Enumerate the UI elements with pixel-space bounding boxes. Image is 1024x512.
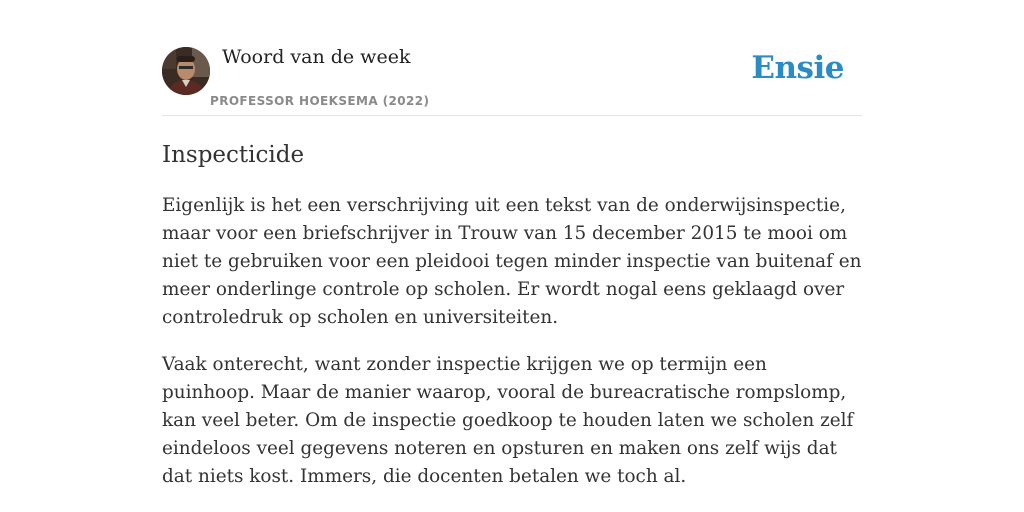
series-title[interactable]: Woord van de week [222, 46, 411, 68]
article-header [162, 0, 862, 116]
paragraph: Vaak onterecht, want zonder inspectie krijgen we op termijn een puinhoop. Maar de manier waarop, vooral de bureacratische rompslomp, kan veel beter. Om de inspectie goedkoop te houden laten we scholen zelf eindeloos veel gegevens noteren en opsturen en maken ons zelf wijs dat dat niets kost. Immers, die docenten betalen we toch al. [162, 354, 854, 487]
entry-body [162, 192, 862, 491]
entry-title: Inspecticide [162, 142, 305, 168]
article-card [162, 0, 862, 491]
avatar-photo [162, 47, 210, 95]
paragraph: Eigenlijk is het een verschrijving uit een tekst van de onderwijsinspectie, maar voor een briefschrijver in Trouw van 15 december 2015 te mooi om niet te gebruiken voor een pleidooi tegen minder inspectie van buitenaf en meer onderlinge controle op scholen. Er wordt nogal eens geklaagd over controledruk op scholen en universiteiten. [162, 195, 862, 328]
ensie-logo[interactable]: Ensie [751, 50, 844, 86]
author-byline[interactable]: PROFESSOR HOEKSEMA (2022) [210, 94, 430, 108]
author-avatar[interactable] [162, 47, 210, 95]
